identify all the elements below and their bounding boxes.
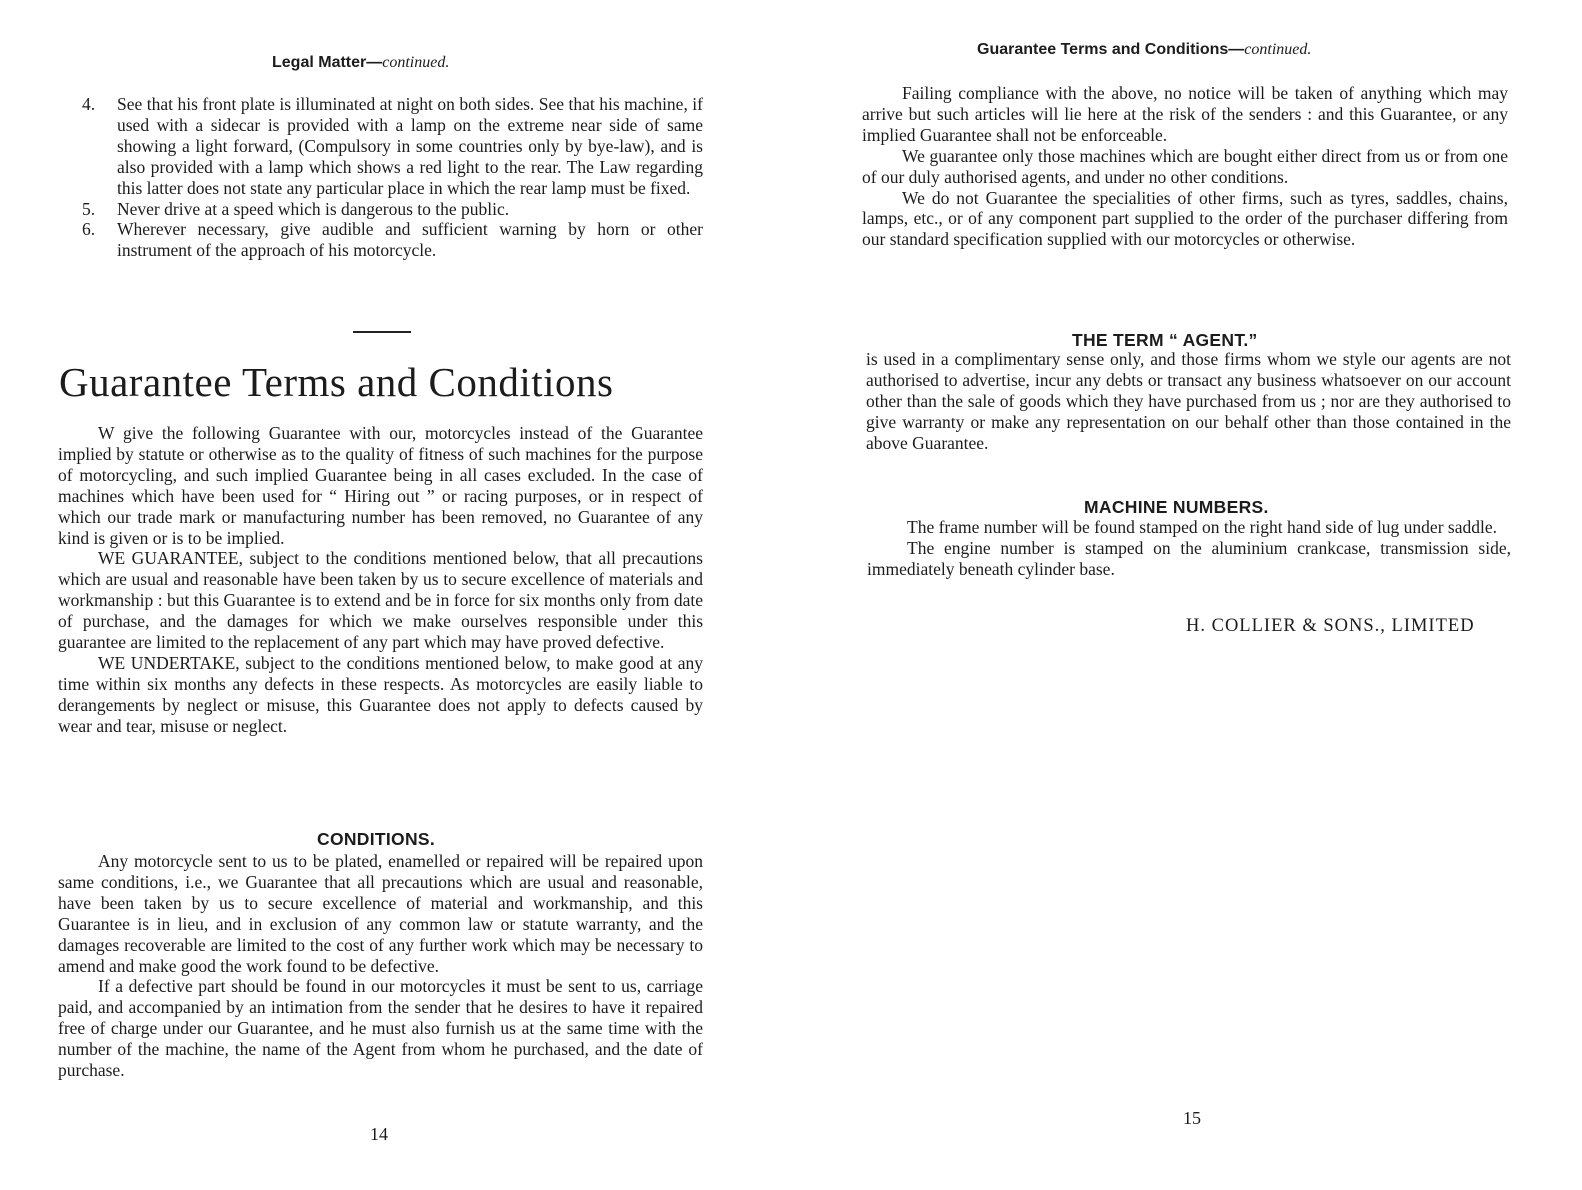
list-item-number: 5. xyxy=(82,198,96,219)
divider xyxy=(353,331,411,333)
guarantee-continued-body xyxy=(862,83,1508,250)
page-number: 14 xyxy=(370,1124,388,1144)
list-item-text: Never drive at a speed which is dangerous to the public. xyxy=(117,198,510,219)
paragraph: Any motorcycle sent to us to be plated, enamelled or repaired will be repaired upon same conditions, i.e., we Guarantee that all precautions which are usual and reasonable, have been taken by us to secure excellence of material and workmanship, and this Guarantee is in lieu, and in exclusion of any common law or statute warranty, and the damages recoverable are limited to the cost of any further work which may be necessary to amend and make good the work found to be defective. xyxy=(58,851,703,976)
page-title: Guarantee Terms and Conditions xyxy=(59,359,614,405)
agent-body xyxy=(866,349,1511,454)
machine-numbers-body xyxy=(867,517,1511,580)
left-page xyxy=(0,0,790,1190)
right-page xyxy=(790,0,1582,1190)
paragraph: The engine number is stamped on the aluminium crankcase, transmission side, immediately beneath cylinder base. xyxy=(867,537,1511,579)
paragraph: WE GUARANTEE, subject to the conditions mentioned below, that all precautions which are usual and reasonable have been taken by us to secure excellence of materials and workmanship : but this Guarantee is to extend and be in force for six months only from date of purchase, and the damages for which we make ourselves responsible under this guarantee are limited to the replacement of any part which may have proved defective. xyxy=(58,548,703,653)
list-item xyxy=(60,199,703,220)
running-head-title: Legal Matter— xyxy=(272,54,383,71)
running-head xyxy=(977,41,1311,59)
conditions-heading: CONDITIONS. xyxy=(317,829,436,849)
paragraph: The frame number will be found stamped on the right hand side of lug under saddle. xyxy=(907,517,1497,537)
guarantee-body xyxy=(58,423,703,737)
list-item-number: 6. xyxy=(82,219,96,240)
paragraph: We do not Guarantee the specialities of other firms, such as tyres, saddles, chains, lamps, etc., or of any component part supplied to the order of the purchaser differing from our standard specification supplied with our motorcycles or otherwise. xyxy=(862,187,1508,250)
running-head-continued: continued. xyxy=(382,54,450,71)
running-head-continued: continued. xyxy=(1244,41,1312,58)
conditions-body xyxy=(58,851,703,1081)
list-item-text: Wherever necessary, give audible and sufficient warning by horn or other instrument of the approach of his motorcycle. xyxy=(117,219,703,261)
list-item xyxy=(60,94,703,199)
numbered-list xyxy=(60,94,703,261)
paragraph: We guarantee only those machines which are bought either direct from us or from one of our duly authorised agents, and under no other conditions. xyxy=(862,145,1508,187)
running-head-title: Guarantee Terms and Conditions— xyxy=(977,41,1245,58)
page-number: 15 xyxy=(1183,1108,1201,1128)
paragraph: WE UNDERTAKE, subject to the conditions mentioned below, to make good at any time within six months any defects in these respects. As motorcycles are easily liable to derangements by neglect or misuse, this Guarantee does not apply to defects caused by wear and tear, misuse or neglect. xyxy=(58,652,703,736)
paragraph: Failing compliance with the above, no notice will be taken of anything which may arrive but such articles will lie here at the risk of the senders : and this Guarantee, or any implied Guarantee shall not be enforceable. xyxy=(862,83,1508,145)
list-item-number: 4. xyxy=(82,94,96,114)
company-signature: H. COLLIER & SONS., LIMITED xyxy=(1186,616,1475,636)
running-head xyxy=(272,54,449,72)
list-item-text: See that his front plate is illuminated at night on both sides. See that his machine, if used with a sidecar is provided with a lamp on the extreme near side of same showing a light forward, (Compulsory in some countries only by bye-law), and is also provided with a lamp which shows a red light to the rear. The Law regarding this latter does not state any particular place in which the rear lamp must be fixed. xyxy=(117,94,703,198)
machine-numbers-heading: MACHINE NUMBERS. xyxy=(1084,497,1269,517)
agent-heading: THE TERM “ AGENT.” xyxy=(1072,330,1258,350)
list-item xyxy=(60,219,703,261)
paragraph: is used in a complimentary sense only, and those firms whom we style our agents are not authorised to advertise, incur any debts or transact any business whatsoever on our account other than the sale of goods which they have purchased from us ; nor are they authorised to give warranty or make any representation on our behalf other than those contained in the above Guarantee. xyxy=(866,349,1511,453)
paragraph: If a defective part should be found in our motorcycles it must be sent to us, carriage paid, and accompanied by an intimation from the sender that he desires to have it repaired free of charge under our Guarantee, and he must also furnish us at the same time with the number of the machine, the name of the Agent from whom he purchased, and the date of purchase. xyxy=(58,976,703,1081)
paragraph: W give the following Guarantee with our, motorcycles instead of the Guarantee implied by statute or otherwise as to the quality of fitness of such machines for the purpose of motorcycling, and such implied Guarantee being in all cases excluded. In the case of machines which have been used for “ Hiring out ” or racing purposes, or in respect of which our trade mark or manufacturing number has been removed, no Guarantee of any kind is given or is to be implied. xyxy=(58,423,703,548)
